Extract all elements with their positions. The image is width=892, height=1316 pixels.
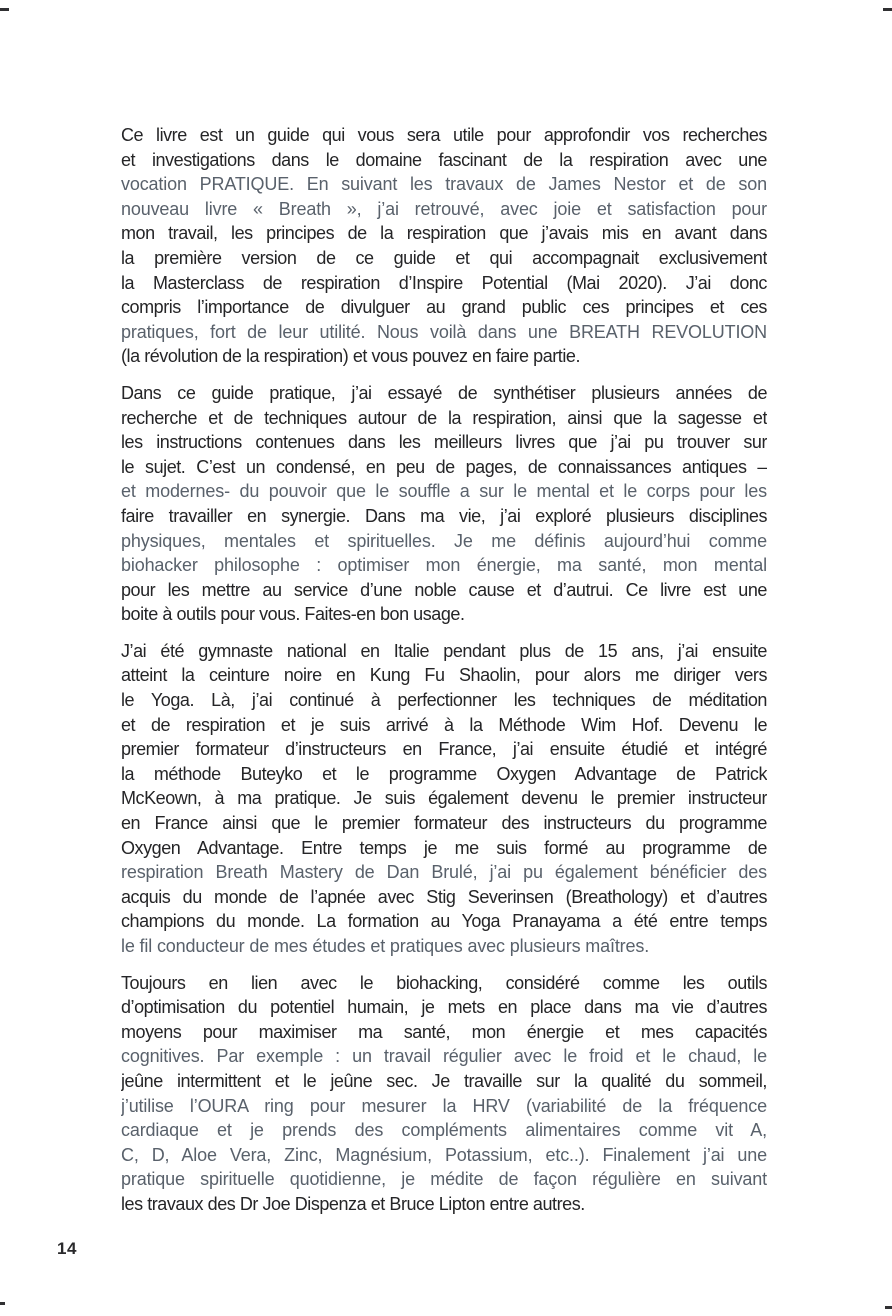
text-line: mon travail, les principes de la respiration que j’avais mis en avant dans [121, 223, 767, 244]
text-line: acquis du monde de l’apnée avec Stig Severinsen (Breathology) et d’autres [121, 886, 767, 907]
crop-mark-top-left [0, 8, 9, 11]
text-line: et modernes- du pouvoir que le souffle a sur le mental et le corps pour les [121, 481, 767, 502]
text-line: la Masterclass de respiration d’Inspire Potential (Mai 2020). J’ai donc [121, 272, 767, 293]
text-line: McKeown, à ma pratique. Je suis également devenu le premier instructeur [121, 788, 767, 809]
text-line: moyens pour maximiser ma santé, mon énergie et mes capacités [121, 1021, 767, 1042]
text-line: premier formateur d’instructeurs en France, j’ai ensuite étudié et intégré [121, 739, 767, 760]
text-line: et investigations dans le domaine fascinant de la respiration avec une [121, 149, 767, 170]
text-line: J’ai été gymnaste national en Italie pendant plus de 15 ans, j’ai ensuite [121, 640, 767, 661]
text-line: les instructions contenues dans les meilleurs livres que j’ai pu trouver sur [121, 432, 767, 453]
text-line: Dans ce guide pratique, j’ai essayé de synthétiser plusieurs années de [121, 382, 767, 403]
text-line: d’optimisation du potentiel humain, je mets en place dans ma vie d’autres [121, 997, 767, 1018]
text-line: et de respiration et je suis arrivé à la Méthode Wim Hof. Devenu le [121, 714, 767, 735]
text-line: faire travailler en synergie. Dans ma vie, j’ai exploré plusieurs disciplines [121, 505, 767, 526]
paragraph-4 [121, 971, 767, 1217]
text-line: jeûne intermittent et le jeûne sec. Je travaille sur la qualité du sommeil, [121, 1070, 767, 1091]
text-line: cardiaque et je prends des compléments alimentaires comme vit A, [121, 1120, 767, 1141]
text-line: le sujet. C’est un condensé, en peu de pages, de connaissances antiques – [121, 456, 767, 477]
text-line: les travaux des Dr Joe Dispenza et Bruce Lipton entre autres. [121, 1193, 585, 1214]
text-line: nouveau livre « Breath », j’ai retrouvé, avec joie et satisfaction pour [121, 198, 767, 219]
text-line: physiques, mentales et spirituelles. Je me définis aujourd’hui comme [121, 530, 767, 551]
text-line: en France ainsi que le premier formateur des instructeurs du programme [121, 813, 767, 834]
text-line: le Yoga. Là, j’ai continué à perfectionner les techniques de méditation [121, 690, 767, 711]
text-line: cognitives. Par exemple : un travail régulier avec le froid et le chaud, le [121, 1046, 767, 1067]
text-line: respiration Breath Mastery de Dan Brulé, j’ai pu également bénéficier des [121, 862, 767, 883]
page-number: 14 [57, 1239, 77, 1258]
paragraph-2 [121, 381, 767, 627]
crop-mark-top-right [883, 8, 892, 11]
text-line: pour les mettre au service d’une noble cause et d’autrui. Ce livre est une [121, 579, 767, 600]
text-line: champions du monde. La formation au Yoga Pranayama a été entre temps [121, 911, 767, 932]
text-line: pratiques, fort de leur utilité. Nous voilà dans une BREATH REVOLUTION [121, 321, 767, 342]
crop-mark-bottom-left [0, 1302, 5, 1305]
text-line: (la révolution de la respiration) et vous pouvez en faire partie. [121, 346, 581, 367]
crop-mark-bottom-right [885, 1306, 892, 1309]
text-line: boite à outils pour vous. Faites-en bon usage. [121, 604, 465, 625]
text-line: vocation PRATIQUE. En suivant les travaux de James Nestor et de son [121, 174, 767, 195]
text-line: la méthode Buteyko et le programme Oxygen Advantage de Patrick [121, 763, 767, 784]
text-line: biohacker philosophe : optimiser mon énergie, ma santé, mon mental [121, 555, 767, 576]
text-line: Ce livre est un guide qui vous sera utile pour approfondir vos recherches [121, 125, 767, 145]
text-line: pratique spirituelle quotidienne, je médite de façon régulière en suivant [121, 1169, 767, 1190]
text-line: compris l’importance de divulguer au grand public ces principes et ces [121, 297, 767, 318]
text-line: la première version de ce guide et qui accompagnait exclusivement [121, 247, 767, 268]
paragraph-3 [121, 639, 767, 959]
text-line: C, D, Aloe Vera, Zinc, Magnésium, Potassium, etc..). Finalement j’ai une [121, 1144, 767, 1165]
text-line: Oxygen Advantage. Entre temps je me suis formé au programme de [121, 837, 767, 858]
text-line: atteint la ceinture noire en Kung Fu Shaolin, pour alors me diriger vers [121, 665, 767, 686]
text-line: le fil conducteur de mes études et pratiques avec plusieurs maîtres. [121, 936, 650, 956]
paragraph-1 [121, 123, 767, 369]
text-line: recherche et de techniques autour de la respiration, ainsi que la sagesse et [121, 407, 767, 428]
page-text-block [121, 123, 767, 1229]
text-line: j’utilise l’OURA ring pour mesurer la HRV (variabilité de la fréquence [121, 1095, 767, 1116]
text-line: Toujours en lien avec le biohacking, considéré comme les outils [121, 972, 767, 993]
